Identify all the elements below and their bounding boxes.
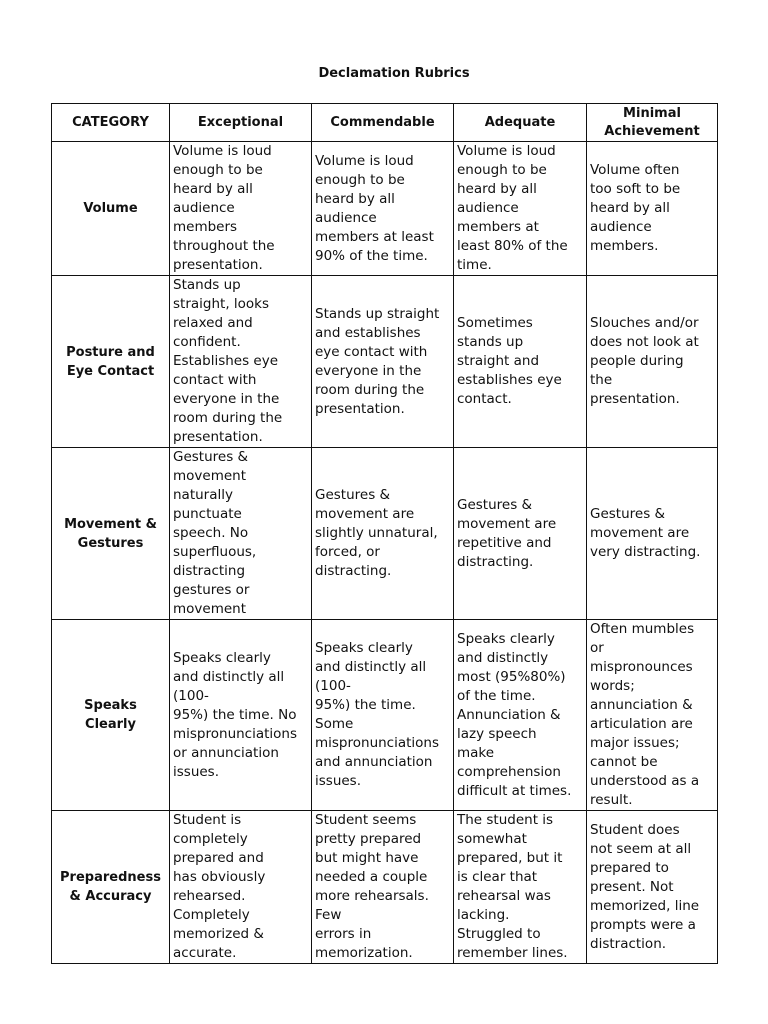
cell-commendable: Speaks clearly and distinctly all (100- 95%) the time. Some mispronunciations and annunciation issues. — [312, 620, 454, 811]
cell-commendable: Student seems pretty prepared but might have needed a couple more rehearsals. Few errors in memorization. — [312, 811, 454, 964]
header-adequate: Adequate — [454, 104, 587, 142]
cell-commendable: Gestures & movement are slightly unnatural, forced, or distracting. — [312, 448, 454, 620]
category-movement: Movement & Gestures — [52, 448, 170, 620]
cell-exceptional: Speaks clearly and distinctly all (100- 95%) the time. No mispronunciations or annunciation issues. — [170, 620, 312, 811]
cell-exceptional: Volume is loud enough to be heard by all audience members throughout the presentation. — [170, 142, 312, 276]
table-row — [52, 620, 718, 811]
header-row — [52, 104, 718, 142]
cell-exceptional: Gestures & movement naturally punctuate speech. No superfluous, distracting gestures or movement — [170, 448, 312, 620]
category-preparedness: Preparedness & Accuracy — [52, 811, 170, 964]
category-posture: Posture and Eye Contact — [52, 276, 170, 448]
cell-commendable: Stands up straight and establishes eye contact with everyone in the room during the presentation. — [312, 276, 454, 448]
table-row — [52, 811, 718, 964]
cell-exceptional: Student is completely prepared and has obviously rehearsed. Completely memorized & accurate. — [170, 811, 312, 964]
header-category: CATEGORY — [52, 104, 170, 142]
header-exceptional: Exceptional — [170, 104, 312, 142]
cell-adequate: Gestures & movement are repetitive and distracting. — [454, 448, 587, 620]
cell-adequate: Volume is loud enough to be heard by all audience members at least 80% of the time. — [454, 142, 587, 276]
cell-minimal: Slouches and/or does not look at people during the presentation. — [587, 276, 718, 448]
header-minimal-achievement: Minimal Achievement — [587, 104, 718, 142]
table-row — [52, 276, 718, 448]
cell-exceptional: Stands up straight, looks relaxed and confident. Establishes eye contact with everyone in the room during the presentation. — [170, 276, 312, 448]
category-volume: Volume — [52, 142, 170, 276]
category-speaks-clearly: Speaks Clearly — [52, 620, 170, 811]
cell-adequate: The student is somewhat prepared, but it is clear that rehearsal was lacking. Struggled to remember lines. — [454, 811, 587, 964]
cell-minimal: Volume often too soft to be heard by all audience members. — [587, 142, 718, 276]
header-commendable: Commendable — [312, 104, 454, 142]
document-title: Declamation Rubrics — [318, 66, 470, 81]
cell-commendable: Volume is loud enough to be heard by all audience members at least 90% of the time. — [312, 142, 454, 276]
cell-adequate: Speaks clearly and distinctly most (95%80%) of the time. Annunciation & lazy speech make comprehension difficult at times. — [454, 620, 587, 811]
table-row — [52, 142, 718, 276]
cell-minimal: Gestures & movement are very distracting. — [587, 448, 718, 620]
cell-minimal: Often mumbles or mispronounces words; annunciation & articulation are major issues; cannot be understood as a result. — [587, 620, 718, 811]
cell-minimal: Student does not seem at all prepared to present. Not memorized, line prompts were a distraction. — [587, 811, 718, 964]
cell-adequate: Sometimes stands up straight and establishes eye contact. — [454, 276, 587, 448]
table-row — [52, 448, 718, 620]
rubric-table — [51, 103, 718, 964]
